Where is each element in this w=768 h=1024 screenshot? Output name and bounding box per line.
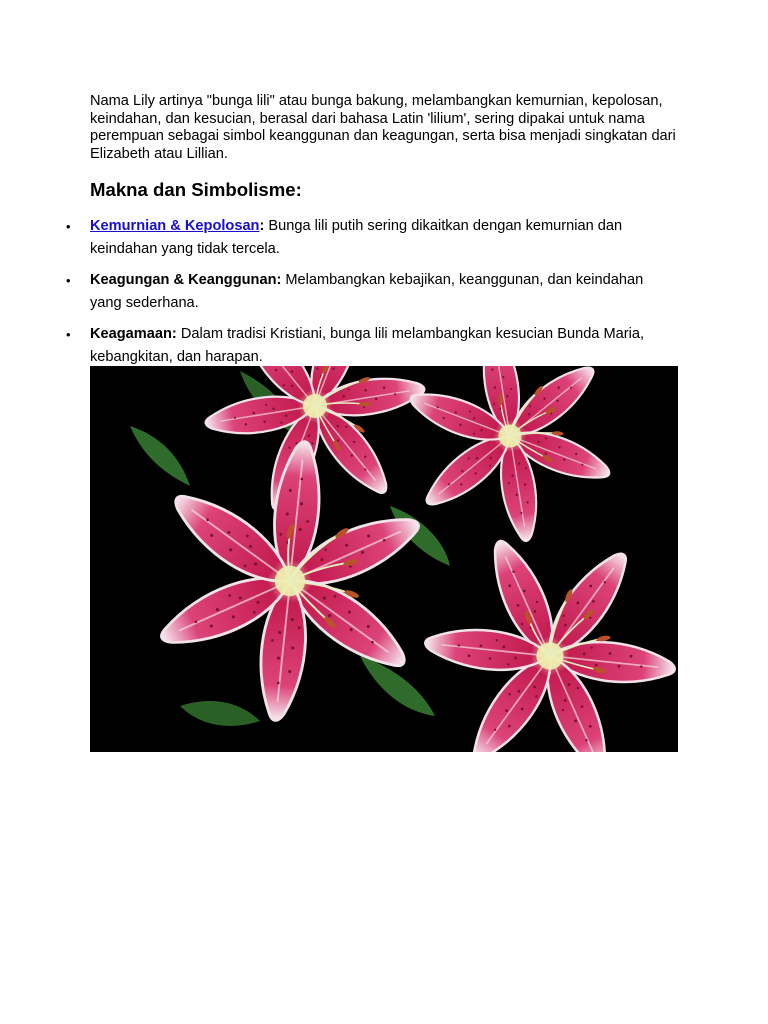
- list-item: [90, 215, 678, 261]
- item-description: Melambangkan kebajikan, keanggunan, dan keindahan yang sederhana.: [90, 272, 644, 312]
- list-item: [90, 323, 678, 369]
- symbolism-list: [90, 215, 678, 369]
- item-term: Keagamaan:: [90, 326, 177, 343]
- section-heading: Makna dan Simbolisme:: [90, 179, 302, 201]
- intro-paragraph: Nama Lily artinya "bunga lili" atau bunga bakung, melambangkan kemurnian, kepolosan, keindahan, dan kesucian, berasal dari bahasa Latin 'lilium', sering dipakai untuk nama perempuan sebagai simbol keanggunan dan keagungan, serta bisa menjadi singkatan dari Elizabeth atau Lillian.: [90, 93, 676, 162]
- item-description: Bunga lili putih sering dikaitkan dengan kemurnian dan keindahan yang tidak tercela.: [90, 218, 623, 258]
- item-term: Keagungan & Keanggunan:: [90, 272, 282, 289]
- lily-illustration: [90, 366, 678, 752]
- lily-photo: [90, 366, 678, 752]
- item-colon: :: [259, 218, 265, 235]
- item-description: Dalam tradisi Kristiani, bunga lili melambangkan kesucian Bunda Maria, kebangkitan, dan harapan.: [90, 326, 645, 366]
- list-item: [90, 269, 678, 315]
- kemurnian-link[interactable]: Kemurnian & Kepolosan: [90, 218, 260, 235]
- document-body: [90, 93, 678, 377]
